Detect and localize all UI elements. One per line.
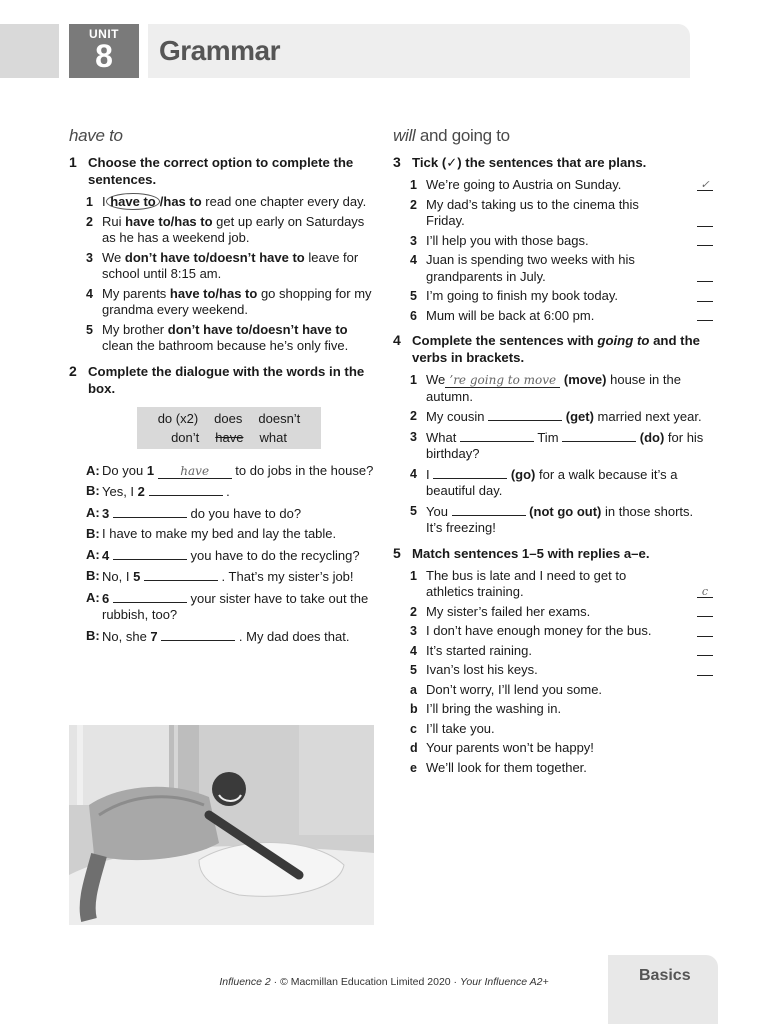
list-item: [410, 568, 713, 601]
item-number: 5: [86, 322, 93, 337]
item-text: Ivan’s lost his keys.: [426, 662, 538, 677]
word-item: don’t: [171, 429, 200, 445]
answer-gap[interactable]: [113, 505, 187, 518]
gap-number: 2: [137, 484, 145, 499]
exercise-5-items: [410, 568, 713, 679]
speaker-label: A:: [86, 546, 100, 562]
reply-text: Your parents won’t be happy!: [426, 740, 594, 755]
text-segment: I: [102, 194, 110, 209]
header-band-left: [0, 24, 59, 78]
item-number: 5: [410, 503, 417, 518]
answer-line[interactable]: ✓: [697, 180, 713, 191]
exercise-instruction: Choose the correct option to complete the sentences.: [88, 155, 354, 187]
exercise-instruction: Tick (✓) the sentences that are plans.: [412, 155, 647, 170]
text-segment: for a walk because it’s a beautiful day.: [426, 466, 678, 498]
answer-line[interactable]: [697, 291, 713, 302]
answer-line[interactable]: [697, 310, 713, 321]
text-segment: My parents: [102, 285, 170, 301]
text-segment: Do you: [102, 462, 147, 478]
answer-line[interactable]: [697, 235, 713, 246]
reply-letter: a: [410, 682, 417, 697]
speaker-label: B:: [86, 627, 100, 643]
option-pair[interactable]: don’t have to/doesn’t have to: [167, 321, 348, 337]
text-segment: Yes, I: [102, 484, 138, 499]
right-column: [393, 126, 713, 779]
text-segment: We: [102, 249, 125, 265]
exercise-number: 5: [393, 544, 401, 561]
text-segment: Tim: [533, 429, 563, 445]
item-number: 2: [410, 409, 417, 423]
item-text: I’ll help you with those bags.: [426, 232, 589, 248]
item-number: 6: [410, 308, 417, 323]
dialogue-text: [102, 628, 349, 646]
list-item: [410, 288, 713, 305]
dialogue: [69, 463, 379, 646]
answer-line[interactable]: [697, 216, 713, 227]
word-item: does: [214, 410, 243, 426]
item-number: 1: [410, 568, 417, 583]
exercise-number: 2: [69, 362, 77, 379]
option-pair[interactable]: have to/has to: [169, 285, 258, 301]
left-column: [69, 126, 379, 649]
exercise-3-items: [410, 177, 713, 324]
gap-number: 7: [150, 628, 158, 644]
verb-prompt: (move): [560, 372, 607, 387]
text-segment: What: [426, 429, 460, 445]
word-item-crossed-out: have: [215, 429, 244, 445]
text-segment: clean the bathroom because he’s only five.: [102, 338, 349, 353]
list-item: [86, 194, 379, 211]
item-text: [102, 194, 379, 211]
basics-tab-label: Basics: [639, 967, 691, 984]
item-number: 1: [86, 195, 93, 209]
text-segment: Complete the sentences with: [412, 333, 598, 348]
text-segment: No, she: [102, 628, 151, 644]
gap-number: 6: [102, 590, 110, 606]
gap-number: 4: [102, 547, 110, 563]
dialogue-text: [102, 463, 373, 480]
dialogue-line: [86, 590, 379, 624]
exercise-2-title: [69, 363, 379, 397]
text-segment: .: [222, 484, 230, 499]
reply-letter: e: [410, 760, 417, 775]
dialogue-text: I have to make my bed and lay the table.: [102, 526, 337, 541]
list-item: [86, 286, 379, 319]
reply-item: [410, 682, 713, 699]
list-item: [410, 177, 713, 194]
footer-part: Your Influence A2+: [459, 976, 549, 988]
text-segment: do you have to do?: [186, 505, 302, 521]
speaker-label: A:: [86, 504, 100, 520]
item-text: It’s started raining.: [426, 642, 532, 658]
answer-gap[interactable]: [161, 628, 235, 641]
reply-item: [410, 740, 713, 757]
exercise-4-title: [393, 332, 713, 366]
reply-letter: d: [410, 741, 418, 755]
exercise-5-title: [393, 545, 713, 562]
answer-line[interactable]: [697, 606, 713, 617]
list-item: [410, 662, 713, 679]
answer-gap[interactable]: [460, 429, 534, 442]
option-separator: /: [159, 194, 164, 209]
text-segment: married next year.: [593, 409, 702, 424]
exercise-5-replies: [410, 682, 713, 777]
text-segment: you have to do the recycling?: [186, 547, 360, 563]
exercise-instruction: [412, 332, 713, 366]
page-title: Grammar: [159, 35, 281, 66]
footer-part: Influence 2: [219, 976, 271, 988]
text-segment: No, I: [102, 569, 134, 584]
text-segment: go shopping for my grandma every weekend.: [102, 285, 372, 317]
exercise-1-items: [86, 194, 379, 355]
answer-gap[interactable]: [144, 568, 218, 581]
text-segment: My brother: [102, 321, 168, 337]
list-item: [410, 623, 713, 640]
exercise-instruction: Complete the dialogue with the words in the box.: [88, 363, 365, 396]
option-pair[interactable]: have to/has to: [125, 213, 213, 229]
speaker-label: B:: [86, 568, 100, 583]
item-text: I’m going to finish my book today.: [426, 288, 618, 303]
answer-gap[interactable]: [562, 429, 636, 442]
option-circled[interactable]: have to: [106, 193, 160, 210]
answer-gap[interactable]: [149, 483, 223, 496]
dialogue-line: [86, 483, 379, 501]
item-text: Mum will be back at 6:00 pm.: [426, 307, 595, 323]
item-number: 2: [410, 604, 417, 619]
text-segment: I: [426, 466, 434, 482]
text-segment: get up early on Saturdays as he has a weekend job.: [102, 213, 365, 245]
word-item: what: [259, 429, 287, 445]
answer-gap[interactable]: [452, 503, 526, 516]
reply-letter: c: [410, 721, 417, 736]
text-segment: leave for school until 8:15 am.: [102, 249, 359, 281]
section-heading-have-to: have to: [69, 126, 123, 145]
unit-badge: [69, 24, 139, 78]
heading-part: and going to: [415, 126, 510, 145]
unit-label: UNIT: [89, 27, 119, 41]
text-segment: We: [426, 372, 446, 387]
text-segment: your sister have to take out the rubbish, too?: [102, 590, 369, 622]
text-segment: and the verbs in brackets.: [412, 333, 700, 365]
reply-text: Don’t worry, I’ll lend you some.: [426, 681, 603, 697]
dialogue-text: [102, 483, 230, 501]
photo-illustration: [69, 725, 374, 925]
dialogue-text: [102, 590, 379, 624]
item-number: 5: [410, 663, 417, 677]
exercise-number: 3: [393, 154, 401, 170]
footer-part: · © Macmillan Education Limited 2020 ·: [270, 976, 460, 988]
item-text: [102, 214, 379, 247]
item-number: 4: [86, 286, 93, 301]
answer-line[interactable]: [697, 271, 713, 282]
list-item: [86, 214, 379, 247]
list-item: [86, 250, 379, 283]
speaker-label: B:: [86, 526, 100, 541]
answer-line[interactable]: [697, 665, 713, 676]
list-item: [410, 466, 713, 500]
dialogue-line: [86, 568, 379, 586]
item-text: [102, 286, 379, 319]
reply-text: I’ll bring the washing in.: [426, 701, 562, 716]
text-segment: house in the autumn.: [426, 372, 681, 404]
answer-gap[interactable]: [113, 590, 187, 603]
item-number: 4: [410, 253, 417, 267]
speaker-label: B:: [86, 483, 100, 498]
answer-gap[interactable]: ’re going to move: [445, 374, 560, 388]
item-number: 2: [86, 214, 93, 229]
gap-number: 1: [146, 462, 155, 478]
option-pair[interactable]: don’t have to/doesn’t have to: [124, 249, 305, 265]
text-segment: Rui: [102, 213, 126, 229]
speaker-label: A:: [86, 462, 100, 478]
item-number: 5: [410, 289, 417, 303]
answer-gap[interactable]: [113, 547, 187, 560]
gap-number: 5: [133, 569, 141, 584]
reply-text: I’ll take you.: [426, 720, 495, 736]
answer-gap[interactable]: have: [158, 465, 232, 479]
item-number: 4: [410, 466, 417, 481]
item-number: 3: [410, 233, 417, 248]
title-bar: [148, 24, 690, 78]
section-heading-will-going-to: [393, 126, 713, 146]
heading-part: will: [393, 126, 416, 145]
list-item: [410, 308, 713, 325]
list-item: [86, 322, 379, 355]
exercise-instruction: Match sentences 1–5 with replies a–e.: [412, 545, 650, 561]
text-segment: You: [426, 503, 452, 519]
item-number: 1: [410, 373, 417, 387]
exercise-3-title: [393, 154, 713, 171]
text-segment: going to: [597, 333, 650, 348]
text-segment: . That’s my sister’s job!: [217, 569, 354, 584]
item-number: 3: [410, 624, 417, 638]
answer-line[interactable]: [697, 645, 713, 656]
dialogue-text: [102, 505, 301, 523]
item-number: 1: [410, 178, 417, 192]
item-text: Juan is spending two weeks with his grandparents in July.: [426, 252, 635, 284]
item-text: I don’t have enough money for the bus.: [426, 623, 652, 638]
list-item: [410, 408, 713, 426]
dialogue-text: [102, 547, 360, 565]
reply-item: [410, 760, 713, 777]
basics-tab[interactable]: [608, 955, 718, 1024]
item-text: [426, 466, 713, 500]
item-text: We’re going to Austria on Sunday.: [426, 177, 622, 192]
list-item: [410, 372, 713, 405]
text-segment: My cousin: [426, 409, 489, 424]
list-item: [410, 604, 713, 621]
exercise-number: 4: [393, 332, 401, 348]
dialogue-line: [86, 463, 379, 480]
list-item: [410, 429, 713, 463]
item-number: 2: [410, 197, 417, 212]
word-item: do (x2): [157, 410, 199, 426]
option-b[interactable]: has to: [163, 194, 202, 209]
item-text: My sister’s failed her exams.: [426, 603, 591, 619]
exercise-number: 1: [69, 154, 77, 170]
exercise-1-title: [69, 154, 379, 188]
gap-number: 3: [102, 505, 110, 521]
text-segment: . My dad does that.: [235, 628, 350, 644]
text-segment: in those shorts. It’s freezing!: [426, 503, 694, 535]
item-text: My dad’s taking us to the cinema this Friday.: [426, 196, 639, 228]
item-text: [426, 408, 713, 426]
item-number: 4: [410, 643, 417, 658]
dialogue-line: [86, 628, 379, 646]
word-box-row: [137, 409, 321, 428]
text-segment: read one chapter every day.: [201, 194, 367, 209]
text-segment: for his birthday?: [426, 429, 704, 461]
dialogue-line: [86, 505, 379, 523]
reply-item: [410, 701, 713, 718]
reply-text: We’ll look for them together.: [426, 759, 587, 775]
list-item: [410, 252, 713, 285]
verb-prompt: (go): [507, 466, 536, 482]
photo-boy-making-bed: [69, 725, 374, 925]
speaker-label: A:: [86, 589, 100, 605]
verb-prompt: (not go out): [525, 503, 602, 519]
list-item: [410, 643, 713, 660]
dialogue-text: [102, 568, 354, 586]
item-text: [426, 429, 713, 463]
text-segment: to do jobs in the house?: [231, 462, 374, 478]
list-item: [410, 503, 713, 537]
dialogue-line: [86, 526, 379, 543]
answer-line[interactable]: [697, 626, 713, 637]
exercise-4-items: [410, 372, 713, 537]
item-text: [102, 250, 379, 283]
item-number: 3: [86, 250, 93, 265]
word-item: doesn’t: [258, 410, 301, 426]
answer-gap[interactable]: [488, 408, 562, 421]
verb-prompt: (do): [636, 429, 665, 445]
word-box: [137, 407, 321, 449]
answer-gap[interactable]: [433, 466, 507, 479]
verb-prompt: (get): [562, 409, 594, 424]
item-text: [426, 503, 713, 537]
item-number: 3: [410, 429, 417, 444]
reply-letter: b: [410, 702, 418, 716]
word-box-row: [137, 428, 321, 447]
item-text: [426, 372, 713, 405]
item-text: [102, 322, 379, 355]
list-item: [410, 233, 713, 250]
list-item: [410, 197, 713, 230]
unit-number: 8: [95, 38, 113, 74]
dialogue-line: [86, 547, 379, 565]
reply-item: [410, 721, 713, 738]
answer-line[interactable]: c: [697, 587, 713, 598]
item-text: The bus is late and I need to get to athletics training.: [426, 567, 627, 599]
